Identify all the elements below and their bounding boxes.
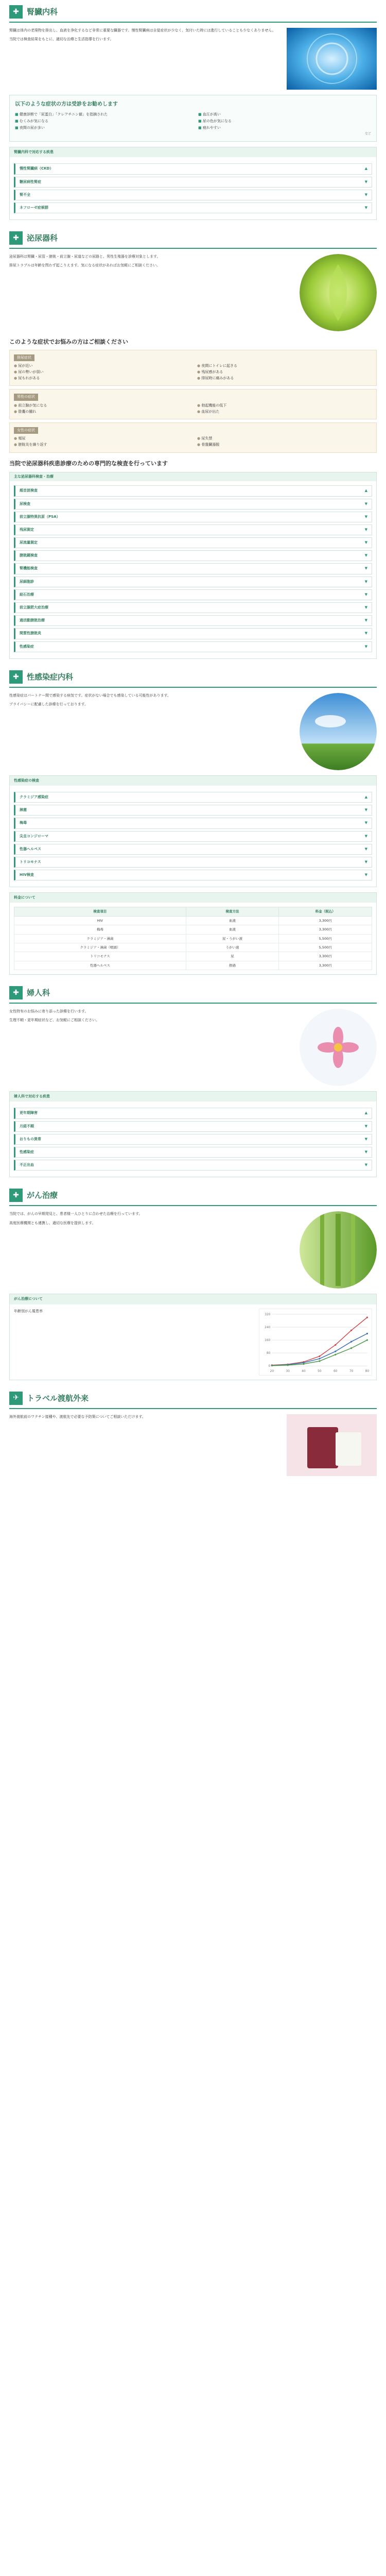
accordion-label: 過活動膀胱治療 [20,618,45,623]
accordion-item[interactable] [14,1121,372,1132]
chevron-down-icon: ▼ [364,501,367,506]
chevron-up-icon: ▲ [364,1111,367,1115]
panel-title: 腎臓内科で対応する疾患 [10,147,376,157]
accordion-label: 尖圭コンジローマ [20,834,48,838]
section-header [9,1392,377,1409]
check-item: ■ 疲れやすい [198,125,371,131]
paragraph: 排尿トラブルは年齢を問わず起こりえます。気になる症状があればお気軽にご相談ください。 [9,263,161,268]
paragraph: 性感染症はパートナー間で感染する病気です。症状がない場合でも感染している可能性があります。 [9,693,171,698]
table-cell: 擦過 [186,961,279,970]
table-cell: クラミジア・淋菌（咽頭） [14,943,186,952]
accordion-item[interactable] [14,641,372,652]
table-row [14,916,372,925]
flower-photo [300,1009,377,1086]
x-tick-label: 40 [302,1369,306,1373]
accordion-item[interactable] [14,818,372,828]
std-panel [9,775,377,888]
symptom-item: ● 膀胱炎を繰り返す [14,442,189,448]
data-point [268,1364,273,1368]
urology-icon: ✚ [9,231,23,245]
panel-body [10,903,376,974]
chevron-down-icon: ▼ [364,566,367,571]
check-item: ■ 健康診断で「尿蛋白」「クレアチニン値」を指摘された [15,112,188,117]
chevron-down-icon: ▼ [364,618,367,623]
table-cell: 3,300円 [279,961,372,970]
table-cell: 血液 [186,925,279,934]
chevron-down-icon: ▼ [364,179,367,184]
cancer-panel [9,1294,377,1380]
panel-body [10,157,376,219]
data-point [366,1339,368,1341]
accordion-label: 更年期障害 [20,1111,38,1115]
accordion-item[interactable] [14,615,372,626]
y-tick-label: 320 [265,1313,271,1316]
chevron-down-icon: ▼ [364,579,367,584]
check-item: ■ 尿の色が気になる [198,118,371,124]
checklist-title: 以下のような症状の方は受診をお勧めします [15,101,118,107]
section-title: がん治療 [27,1191,58,1200]
panel-body [10,1304,376,1380]
intro [9,1414,377,1476]
subheading: このような症状でお悩みの方はご相談ください [9,338,128,346]
chevron-down-icon: ▼ [364,205,367,210]
paragraph: 海外渡航前のワクチン接種や、渡航先で必要な予防策についてご相談いただけます。 [9,1414,146,1419]
travel-section [9,1392,377,1476]
accordion-item[interactable] [14,844,372,855]
section-header [9,670,377,688]
table-cell: 尿・うがい液 [186,934,279,943]
section-title: トラベル渡航外来 [27,1393,89,1403]
accordion-label: 腎不全 [20,192,30,197]
data-point [350,1329,352,1331]
data-point [335,1350,336,1352]
bamboo-photo [300,1211,377,1289]
symptom-item: ● 尿が近い [14,363,189,369]
std-section [9,670,377,975]
chart-caption: 年齢別がん罹患率 [14,1309,43,1313]
table-row [14,943,372,952]
accordion-label: 月経不順 [20,1124,34,1128]
check-item: ■ 夜間の尿が多い [15,125,188,131]
table-cell: トリコモナス [14,952,186,961]
gynecology-section [9,986,377,1177]
data-point [350,1347,352,1349]
group-tag: 女性の症状 [14,427,38,434]
accordion-item[interactable] [14,163,372,174]
chevron-down-icon: ▼ [364,540,367,545]
table-header-row [14,907,372,916]
section-header [9,1189,377,1206]
paragraph: 腎臓は体内の老廃物を排出し、血液を浄化するなど非常に重要な臓器です。慢性腎臓病は自覚症状が少なく、気付いた時には進行していることも少なくありません。 [9,28,276,32]
symptom-item: ● 排尿時に痛みがある [197,376,372,381]
symptom-item: ● 勃起機能の低下 [197,403,372,409]
passport-photo [287,1414,377,1476]
accordion-label: 慢性腎臓病（CKD） [20,166,54,171]
chevron-down-icon: ▼ [364,1149,367,1154]
paragraph: 高度医療機関とも連携し、適切な医療を提供します。 [9,1221,96,1225]
section-title: 婦人科 [27,988,50,998]
accordion-item[interactable] [14,792,372,803]
accordion-item[interactable] [14,202,372,213]
accordion-label: 糖尿病性腎症 [20,179,41,184]
chevron-down-icon: ▼ [364,821,367,825]
section-header [9,5,377,23]
gyn-panel [9,1091,377,1177]
table-cell: 5,500円 [279,943,372,952]
leaf-photo [300,254,377,331]
water-photo [287,28,377,90]
table-cell: HIV [14,916,186,925]
symptom-group [9,350,377,386]
accordion-item[interactable] [14,577,372,587]
table-cell: 梅毒 [14,925,186,934]
intro-text [9,1009,291,1086]
table-cell: 3,300円 [279,952,372,961]
check-item: ■ 血圧が高い [198,112,371,117]
chevron-down-icon: ▼ [364,644,367,649]
symptom-list [14,403,372,415]
panel-title: 婦人科で対応する疾患 [10,1092,376,1101]
price-table [14,907,372,970]
table-cell: 3,300円 [279,925,372,934]
exam-list [9,472,377,659]
panel-title: 料金について [10,893,376,903]
x-tick-label: 30 [286,1369,290,1373]
accordion-item[interactable] [14,602,372,613]
chevron-down-icon: ▼ [364,846,367,851]
airplane-icon: ✈ [9,1392,23,1405]
chevron-down-icon: ▼ [364,605,367,610]
symptom-item: ● 血尿が出た [197,409,372,415]
accordion-label: 尿検査 [20,501,30,506]
accordion-item[interactable] [14,499,372,510]
accordion-item[interactable] [14,1147,372,1158]
nephrology-section [9,5,377,220]
accordion-label: 腎機能検査 [20,566,38,571]
accordion-item[interactable] [14,589,372,600]
intro-text [9,28,278,90]
female-icon: ✚ [9,986,23,999]
panel-title: 性感染症の検査 [10,776,376,786]
intro-text [9,1211,291,1289]
chevron-down-icon: ▼ [364,808,367,812]
paragraph: 生理不順・更年期症状など、お気軽にご相談ください。 [9,1018,99,1023]
table-row [14,934,372,943]
accordion-label: 前立腺肥大症治療 [20,605,48,610]
table-cell: 性器ヘルペス [14,961,186,970]
exam-list-title: 主な泌尿器科検査・治療 [10,472,376,481]
intro-text [9,693,291,770]
accordion-label: 間質性膀胱炎 [20,631,41,636]
accordion-label: クラミジア感染症 [20,794,48,799]
check-item: ■ むくみが気になる [15,118,188,124]
section-title: 腎臓内科 [27,7,58,16]
x-tick-label: 20 [270,1369,274,1373]
data-point [335,1353,336,1355]
urology-section [9,231,377,659]
y-tick-label: 240 [265,1326,271,1329]
table-row [14,952,372,961]
accordion-label: 残尿測定 [20,527,34,532]
data-point [319,1355,320,1357]
symptom-group [9,389,377,419]
group-tag: 男性の症状 [14,394,38,400]
symptom-item: ● 残尿感がある [197,369,372,375]
accordion-item[interactable] [14,1160,372,1171]
x-tick-label: 60 [333,1369,338,1373]
accordion-item[interactable] [14,1134,372,1145]
accordion-label: 尿細胞診 [20,579,34,584]
accordion-item[interactable] [14,857,372,868]
accordion-item[interactable] [14,563,372,574]
column-header: 料金（税込） [279,907,372,916]
symptom-item: ● 尿失禁 [197,436,372,442]
accordion-item[interactable] [14,524,372,535]
symptom-item: ● 尿もれがある [14,376,189,381]
y-tick-label: 80 [266,1351,271,1355]
accordion-label: 超音波検査 [20,488,38,493]
panel-title: がん治療について [10,1294,376,1304]
shield-icon: ✚ [9,670,23,684]
chevron-down-icon: ▼ [364,1137,367,1141]
accordion-label: 性器ヘルペス [20,846,41,851]
data-point [303,1363,304,1364]
table-row [14,961,372,970]
intro-text [9,1414,278,1476]
incidence-chart [259,1309,372,1376]
accordion-label: 膀胱鏡検査 [20,553,38,558]
data-point [366,1332,368,1334]
accordion-item[interactable] [14,537,372,548]
accordion-label: HIV検査 [20,873,34,877]
chevron-down-icon: ▼ [364,527,367,532]
data-point [350,1341,352,1342]
table-cell: 3,300円 [279,916,372,925]
data-point [335,1344,336,1345]
accordion-label: 淋菌 [20,808,27,812]
section-title: 泌尿器科 [27,233,58,243]
accordion-item[interactable] [14,1108,372,1118]
gear-icon: ✚ [9,1189,23,1202]
chevron-down-icon: ▼ [364,514,367,519]
disease-panel [9,147,377,220]
table-cell: クラミジア・淋菌 [14,934,186,943]
section-header [9,986,377,1004]
panel-body [10,1101,376,1177]
accordion-label: 前立腺特異抗原（PSA） [20,514,60,519]
accordion-label: トリコモナス [20,859,41,864]
intro-text [9,254,291,331]
symptom-item: ● 陰嚢の腫れ [14,409,189,415]
accordion-item[interactable] [14,831,372,842]
table-cell: 血液 [186,916,279,925]
chevron-up-icon: ▲ [364,166,367,171]
accordion-label: 性感染症 [20,1149,34,1154]
accordion-label: 梅毒 [20,821,27,825]
paragraph: 泌尿器科は腎臓・尿管・膀胱・前立腺・尿道などの尿路と、男性生殖器を診療対象とします。 [9,255,161,259]
column-header: 検査方法 [186,907,279,916]
accordion-item[interactable] [14,177,372,188]
symptom-list [14,363,372,382]
chevron-down-icon: ▼ [364,553,367,558]
symptom-list [14,436,372,448]
y-tick-label: 0 [268,1364,271,1368]
accordion-item[interactable] [14,550,372,561]
chevron-down-icon: ▼ [364,192,367,197]
intro [9,254,377,331]
panel-body [10,786,376,887]
paragraph: 当院では検査結果をもとに、適切な治療と生活指導を行います。 [9,37,114,42]
subheading: 当院で泌尿器科疾患診療のための専門的な検査を行っています [9,460,168,467]
chevron-down-icon: ▼ [364,631,367,636]
chevron-up-icon: ▲ [364,488,367,493]
data-point [319,1360,320,1362]
chevron-down-icon: ▼ [364,873,367,877]
symptom-item: ● 骨盤臓器脱 [197,442,372,448]
chevron-down-icon: ▼ [364,859,367,864]
y-tick-label: 160 [265,1338,271,1342]
paragraph: 当院では、がんの早期発見と、患者様一人ひとりに合わせた治療を行っています。 [9,1212,143,1216]
accordion-item[interactable] [14,805,372,816]
column-header: 検査項目 [14,907,186,916]
data-point [319,1358,320,1359]
symptom-item: ● 前立腺が気になる [14,403,189,409]
intro [9,1009,377,1086]
section-title: 性感染症内科 [27,672,74,682]
paragraph: プライバシーに配慮した診療を行っております。 [9,702,89,706]
price-panel [9,892,377,975]
x-tick-label: 50 [318,1369,322,1373]
chevron-down-icon: ▼ [364,592,367,597]
x-tick-label: 80 [365,1369,370,1373]
accordion-label: 結石治療 [20,592,34,597]
accordion-label: 性感染症 [20,644,34,649]
chevron-down-icon: ▼ [364,1124,367,1128]
intro [9,28,377,90]
accordion-item[interactable] [14,512,372,522]
sky-photo [300,693,377,770]
data-point [287,1364,289,1366]
section-header [9,231,377,249]
symptom-item: ● 夜間にトイレに起きる [197,363,372,369]
symptom-item: ● 頻尿 [14,436,189,442]
symptom-group [9,422,377,453]
accordion-item[interactable] [14,190,372,200]
checklist-note: など [364,131,371,135]
chevron-down-icon: ▼ [364,834,367,838]
paragraph: 女性特有のお悩みに寄り添った診療を行います。 [9,1009,89,1014]
intro [9,693,377,770]
checklist [15,112,371,131]
accordion-label: 不正出血 [20,1163,34,1167]
accordion-label: 尿流量測定 [20,540,38,545]
table-cell: うがい液 [186,943,279,952]
accordion-item[interactable] [14,870,372,880]
table-cell: 尿 [186,952,279,961]
accordion-label: ネフローゼ症候群 [20,205,48,210]
table-cell: 5,500円 [279,934,372,943]
intro [9,1211,377,1289]
chevron-down-icon: ▼ [364,1163,367,1167]
cancer-section [9,1189,377,1380]
accordion-label: おりもの異常 [20,1137,41,1141]
data-point [366,1316,368,1318]
x-tick-label: 70 [349,1369,354,1373]
group-tag: 排尿症状 [14,354,34,361]
chevron-up-icon: ▲ [364,794,367,799]
symptom-item: ● 尿の勢いが弱い [14,369,189,375]
kidney-icon: ✚ [9,5,23,19]
symptom-checklist [9,95,377,142]
table-row [14,925,372,934]
accordion-item[interactable] [14,628,372,639]
accordion-item[interactable] [14,485,372,496]
